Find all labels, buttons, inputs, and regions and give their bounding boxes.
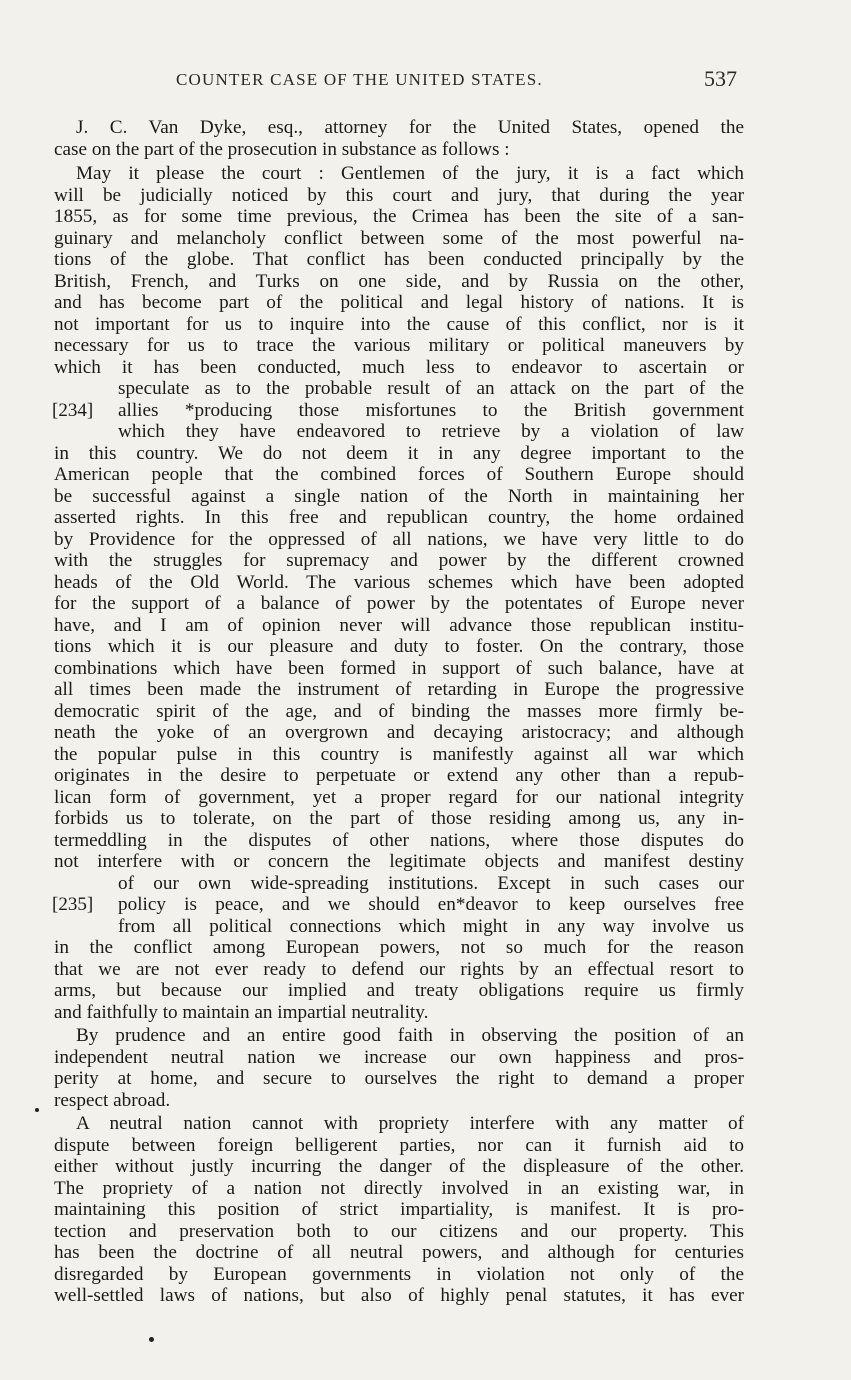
text-line: American people that the combined forces of Southern Europe should: [54, 464, 744, 485]
text-line: not interfere with or concern the legitimate objects and manifest destiny: [54, 851, 744, 872]
text-line: British, French, and Turks on one side, and by Russia on the other,: [54, 271, 744, 292]
text-line: lican form of government, yet a proper regard for our national integrity: [54, 787, 744, 808]
text-line: in this country. We do not deem it in any degree important to the: [54, 443, 744, 464]
text-line: maintaining this position of strict impartiality, is manifest. It is pro-: [54, 1199, 744, 1220]
text-line: perity at home, and secure to ourselves the right to demand a proper: [54, 1068, 744, 1089]
text-line: be successful against a single nation of the North in maintaining her: [54, 486, 744, 507]
text-line: J. C. Van Dyke, esq., attorney for the United States, opened the: [76, 117, 744, 138]
running-title: COUNTER CASE OF THE UNITED STATES.: [176, 70, 543, 89]
text-line: either without justly incurring the danger of the displeasure of the other.: [54, 1156, 744, 1177]
text-line: have, and I am of opinion never will advance those republican institu-: [54, 615, 744, 636]
text-line: from all political connections which might in any way involve us: [118, 916, 744, 937]
text-line: tection and preservation both to our citizens and our property. This: [54, 1221, 744, 1242]
text-line: with the struggles for supremacy and power by the different crowned: [54, 550, 744, 571]
text-line: asserted rights. In this free and republican country, the home ordained: [54, 507, 744, 528]
text-line: policy is peace, and we should en*deavor to keep ourselves free: [118, 894, 744, 915]
text-line: not important for us to inquire into the cause of this conflict, nor is it: [54, 314, 744, 335]
text-line: democratic spirit of the age, and of binding the masses more firmly be-: [54, 701, 744, 722]
text-line: The propriety of a nation not directly involved in an existing war, in: [54, 1178, 744, 1199]
text-line: neath the yoke of an overgrown and decaying aristocracy; and although: [54, 722, 744, 743]
text-line: May it please the court : Gentlemen of the jury, it is a fact which: [76, 163, 744, 184]
text-line: dispute between foreign belligerent parties, nor can it furnish aid to: [54, 1135, 744, 1156]
text-line: that we are not ever ready to defend our rights by an effectual resort to: [54, 959, 744, 980]
text-line: allies *producing those misfortunes to the British government: [118, 400, 744, 421]
page-number: 537: [704, 66, 737, 91]
text-line: has been the doctrine of all neutral powers, and although for centuries: [54, 1242, 744, 1263]
text-line: tions of the globe. That conflict has been conducted principally by the: [54, 249, 744, 270]
text-line: and faithfully to maintain an impartial neutrality.: [54, 1002, 429, 1023]
text-line: 1855, as for some time previous, the Crimea has been the site of a san-: [54, 206, 744, 227]
text-line: combinations which have been formed in support of such balance, have at: [54, 658, 744, 679]
text-line: guinary and melancholy conflict between some of the most powerful na-: [54, 228, 744, 249]
text-line: will be judicially noticed by this court and jury, that during the year: [54, 185, 744, 206]
text-line: well-settled laws of nations, but also of highly penal statutes, it has ever: [54, 1285, 744, 1306]
text-line: in the conflict among European powers, not so much for the reason: [54, 937, 744, 958]
text-line: case on the part of the prosecution in substance as follows :: [54, 139, 510, 160]
text-line: all times been made the instrument of retarding in Europe the progressive: [54, 679, 744, 700]
text-line: heads of the Old World. The various schemes which have been adopted: [54, 572, 744, 593]
text-line: for the support of a balance of power by the potentates of Europe never: [54, 593, 744, 614]
text-line: arms, but because our implied and treaty obligations require us firmly: [54, 980, 744, 1001]
scan-speck: [149, 1337, 154, 1342]
text-line: tions which it is our pleasure and duty to foster. On the contrary, those: [54, 636, 744, 657]
text-line: which they have endeavored to retrieve by a violation of law: [118, 421, 744, 442]
text-line: of our own wide-spreading institutions. Except in such cases our: [118, 873, 744, 894]
text-line: originates in the desire to perpetuate or extend any other than a repub-: [54, 765, 744, 786]
text-line: disregarded by European governments in violation not only of the: [54, 1264, 744, 1285]
scan-speck: [35, 1108, 39, 1112]
text-line: speculate as to the probable result of an attack on the part of the: [118, 378, 744, 399]
margin-reference: [235]: [52, 894, 94, 915]
text-line: by Providence for the oppressed of all nations, we have very little to do: [54, 529, 744, 550]
text-line: termeddling in the disputes of other nations, where those disputes do: [54, 830, 744, 851]
text-line: forbids us to tolerate, on the part of those residing among us, any in-: [54, 808, 744, 829]
margin-reference: [234]: [52, 400, 94, 421]
text-line: necessary for us to trace the various military or political maneuvers by: [54, 335, 744, 356]
text-line: and has become part of the political and legal history of nations. It is: [54, 292, 744, 313]
text-line: which it has been conducted, much less to endeavor to ascertain or: [54, 357, 744, 378]
text-line: the popular pulse in this country is manifestly against all war which: [54, 744, 744, 765]
text-line: By prudence and an entire good faith in observing the position of an: [76, 1025, 744, 1046]
text-line: independent neutral nation we increase our own happiness and pros-: [54, 1047, 744, 1068]
text-line: A neutral nation cannot with propriety interfere with any matter of: [76, 1113, 744, 1134]
text-line: respect abroad.: [54, 1090, 171, 1111]
